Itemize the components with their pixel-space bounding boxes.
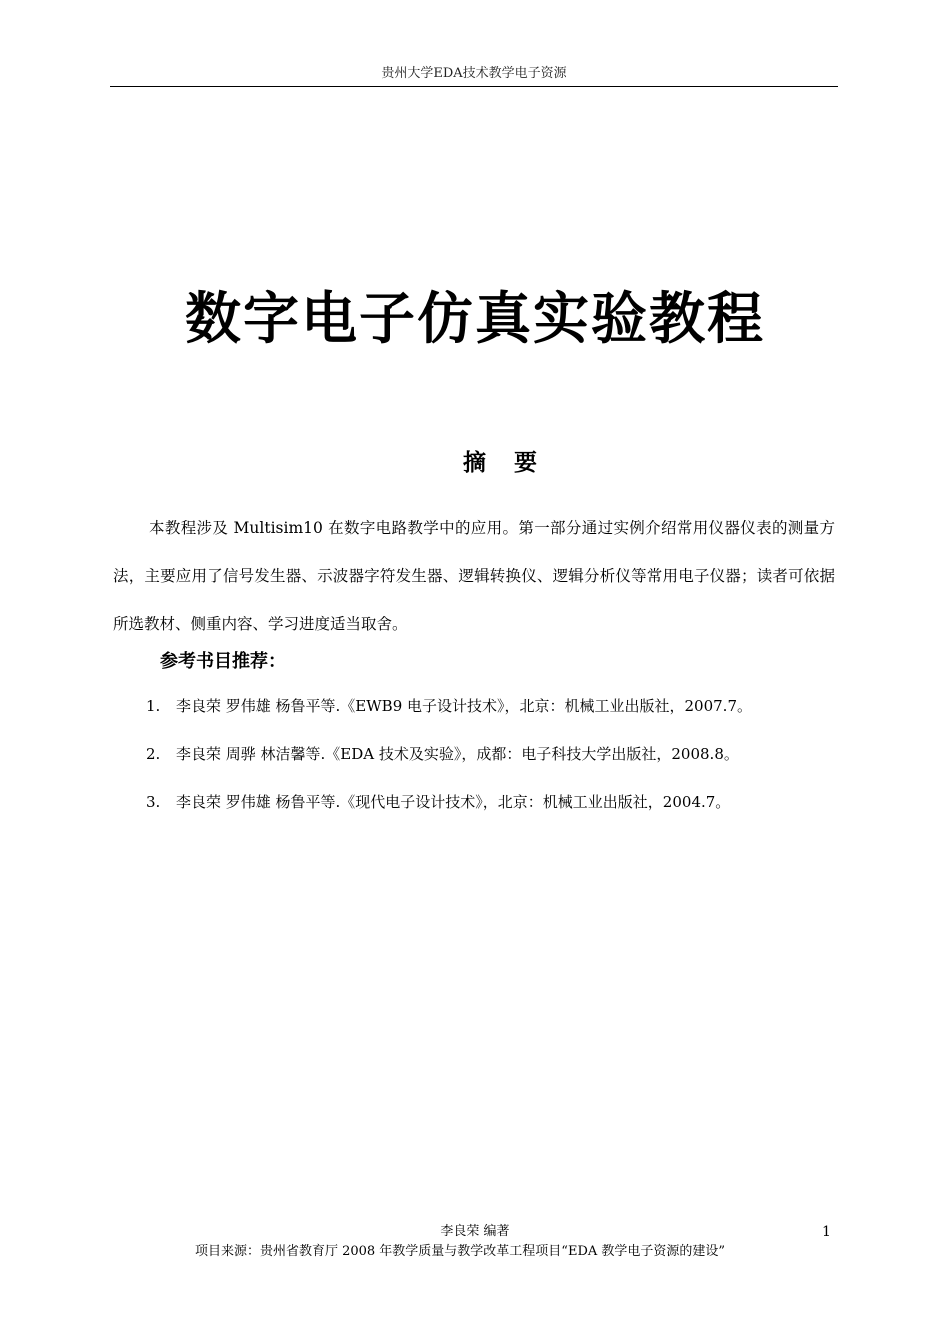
reference-item xyxy=(146,790,846,814)
running-header: 贵州大学EDA技术教学电子资源 xyxy=(381,66,567,81)
reference-text: 李良荣 罗伟雄 杨鲁平等.《现代电子设计技术》，北京：机械工业出版社，2004.7。 xyxy=(176,793,731,811)
reference-number: 2. xyxy=(146,745,161,763)
reference-number: 3. xyxy=(146,793,161,811)
abstract-body: 本教程涉及 Multisim10 在数字电路教学中的应用。第一部分通过实例介绍常用仪器仪表的测量方法，主要应用了信号发生器、示波器字符发生器、逻辑转换仪、逻辑分析仪等常用电子仪器；读者可依据所选教材、侧重内容、学习进度适当取舍。 xyxy=(113,519,835,633)
references-heading: 参考书目推荐： xyxy=(160,651,286,672)
page-number: 1 xyxy=(822,1224,831,1240)
references-list xyxy=(146,694,846,838)
footer-author: 李良荣 编著 xyxy=(440,1224,510,1239)
header-divider xyxy=(110,86,838,87)
document-title: 数字电子仿真实验教程 xyxy=(185,287,765,352)
reference-item xyxy=(146,742,846,766)
reference-text: 李良荣 周骅 林洁馨等.《EDA 技术及实验》，成都：电子科技大学出版社，2008.8。 xyxy=(176,745,739,763)
reference-text: 李良荣 罗伟雄 杨鲁平等.《EWB9 电子设计技术》，北京：机械工业出版社，2007.7。 xyxy=(176,697,752,715)
reference-number: 1. xyxy=(146,697,161,715)
abstract-heading: 摘 要 xyxy=(462,450,537,476)
footer-source: 项目来源：贵州省教育厅 2008 年教学质量与教学改革工程项目“EDA 教学电子资源的建设” xyxy=(194,1244,726,1259)
reference-item xyxy=(146,694,846,718)
